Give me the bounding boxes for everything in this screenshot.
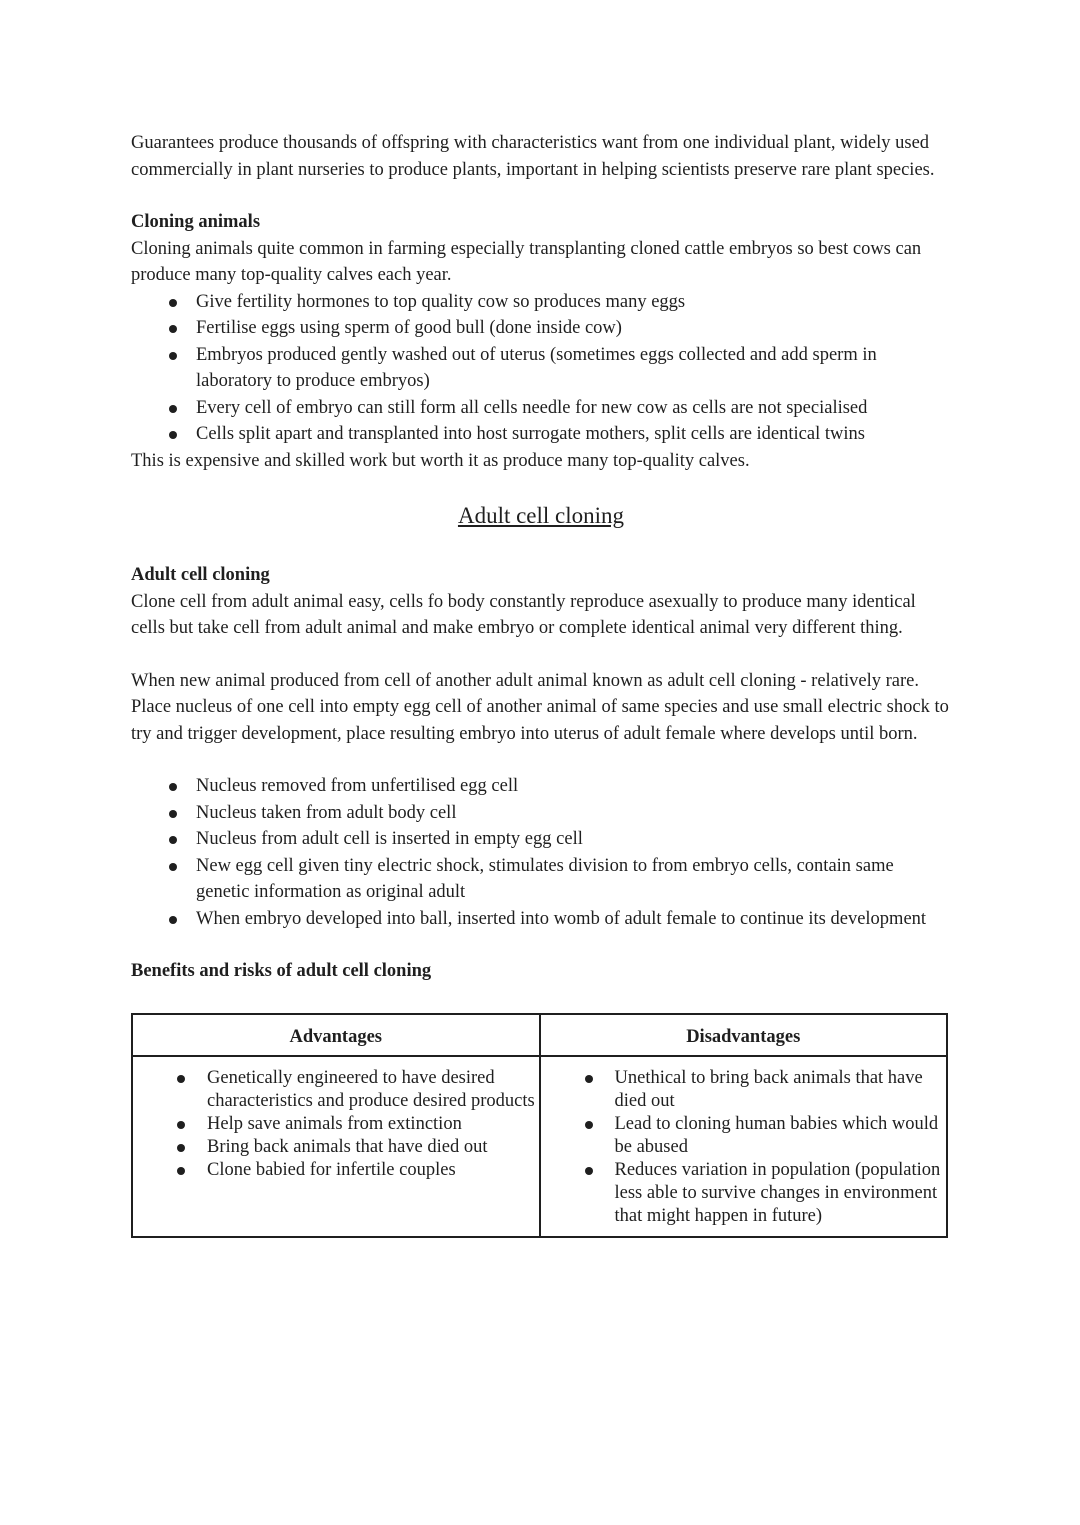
list-item: Give fertility hormones to top quality cow so produces many eggs	[131, 289, 951, 316]
list-item: Genetically engineered to have desired characteristics and produce desired products	[133, 1067, 539, 1113]
adult-cell-cloning-paragraph-1: Clone cell from adult animal easy, cells fo body constantly reproduce asexually to produce many identical cells but take cell from adult animal and make embryo or complete identical animal very different thing.	[131, 591, 916, 638]
document-page	[131, 130, 951, 1238]
advantages-list	[133, 1067, 539, 1182]
intro-paragraph: Guarantees produce thousands of offspring with characteristics want from one individual plant, widely used commercially in plant nurseries to produce plants, important in helping scientists preserve rare plant species.	[131, 133, 935, 180]
disadvantages-cell	[540, 1056, 948, 1237]
disadvantages-list	[541, 1067, 947, 1228]
cloning-animals-conclusion: This is expensive and skilled work but worth it as produce many top-quality calves.	[131, 450, 750, 471]
list-item: Fertilise eggs using sperm of good bull (done inside cow)	[131, 315, 951, 342]
list-item: Reduces variation in population (population less able to survive changes in environment that might happen in future)	[541, 1159, 947, 1228]
list-item: Help save animals from extinction	[133, 1113, 539, 1136]
list-item: Nucleus from adult cell is inserted in empty egg cell	[131, 826, 951, 853]
table-header-row	[132, 1014, 947, 1056]
list-item: Cells split apart and transplanted into host surrogate mothers, split cells are identical twins	[131, 421, 951, 448]
benefits-risks-table	[131, 1013, 948, 1238]
list-item: Unethical to bring back animals that have died out	[541, 1067, 947, 1113]
cloning-animals-heading: Cloning animals	[131, 212, 261, 232]
advantages-header: Advantages	[132, 1014, 540, 1056]
list-item: Lead to cloning human babies which would be abused	[541, 1113, 947, 1159]
cloning-animals-intro: Cloning animals quite common in farming especially transplanting cloned cattle embryos so best cows can produce many top-quality calves each year.	[131, 238, 922, 285]
list-item: Clone babied for infertile couples	[133, 1159, 539, 1182]
list-item: Every cell of embryo can still form all cells needle for new cow as cells are not specialised	[131, 395, 951, 422]
list-item: New egg cell given tiny electric shock, stimulates division to from embryo cells, contain same genetic information as original adult	[131, 853, 951, 906]
section-title: Adult cell cloning	[457, 503, 625, 528]
adult-cell-cloning-heading: Adult cell cloning	[131, 565, 270, 585]
adult-cell-cloning-steps	[131, 773, 951, 932]
disadvantages-header: Disadvantages	[540, 1014, 948, 1056]
benefits-risks-heading: Benefits and risks of adult cell cloning	[131, 961, 432, 981]
list-item: Nucleus taken from adult body cell	[131, 800, 951, 827]
advantages-cell	[132, 1056, 540, 1237]
cloning-animals-steps	[131, 289, 951, 448]
list-item: Bring back animals that have died out	[133, 1136, 539, 1159]
table-row	[132, 1056, 947, 1237]
list-item: When embryo developed into ball, inserted into womb of adult female to continue its development	[131, 906, 951, 933]
list-item: Nucleus removed from unfertilised egg cell	[131, 773, 951, 800]
adult-cell-cloning-paragraph-2: When new animal produced from cell of another adult animal known as adult cell cloning - relatively rare. Place nucleus of one cell into empty egg cell of another animal of same species and use small electric shock to try and trigger development, place resulting embryo into uterus of adult female where develops until born.	[131, 670, 949, 744]
list-item: Embryos produced gently washed out of uterus (sometimes eggs collected and add sperm in laboratory to produce embryos)	[131, 342, 951, 395]
